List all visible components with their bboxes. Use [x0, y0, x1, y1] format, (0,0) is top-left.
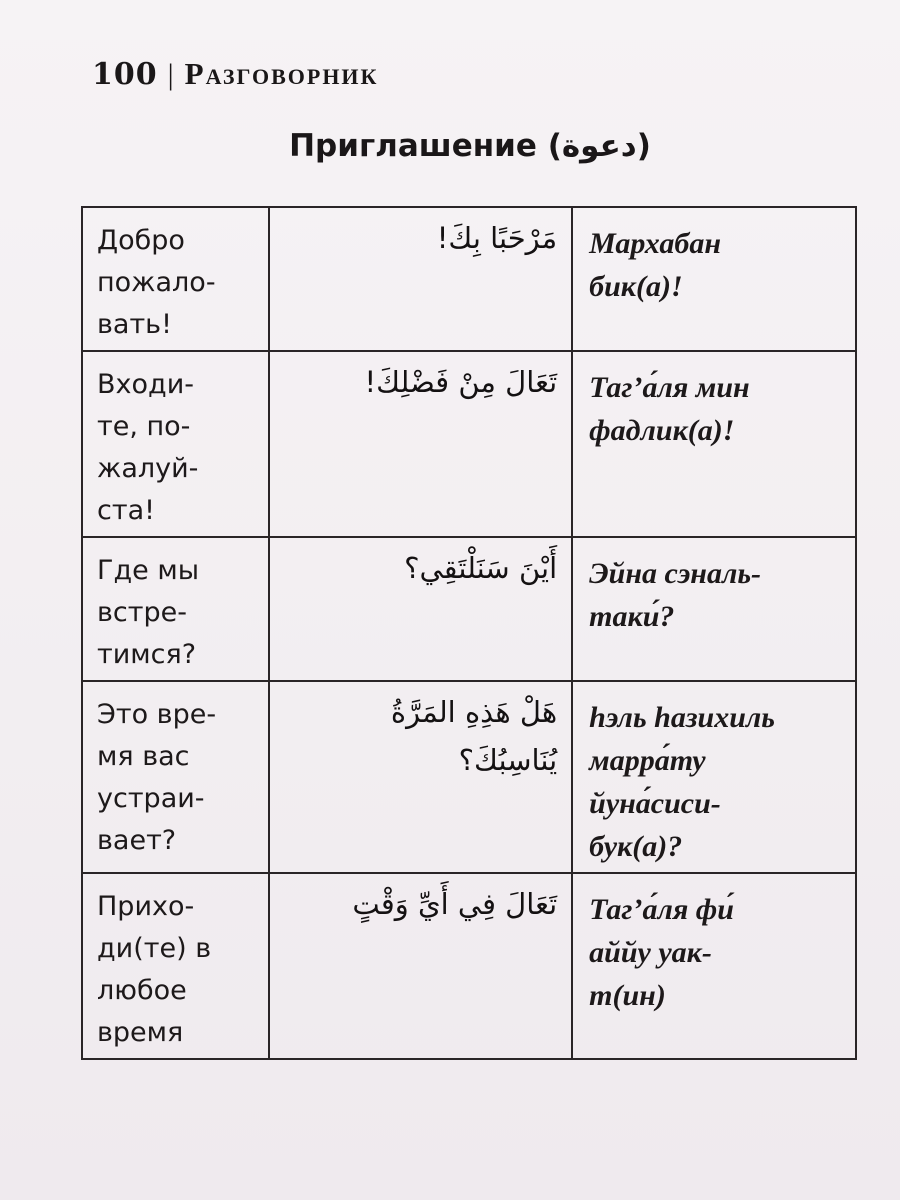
russian-line: любое [97, 975, 187, 1006]
section-title-ar: (دعوة) [547, 128, 651, 164]
russian-line: Это вре- [97, 699, 217, 730]
russian-line: жалуй- [97, 453, 199, 484]
phrase-table [81, 206, 857, 1060]
transliteration-cell [572, 873, 856, 1059]
section-title [0, 128, 900, 164]
arabic-cell [269, 873, 573, 1059]
arabic-line: أَيْنَ سَنَلْتَقِي؟ [404, 551, 558, 585]
arabic-cell [269, 351, 573, 537]
running-head [92, 56, 379, 92]
transliteration-line: бик(а)! [589, 270, 683, 303]
russian-line: те, по- [97, 411, 191, 442]
arabic-line: يُنَاسِبُكَ؟ [458, 743, 558, 777]
transliteration-line: Мархабан [589, 227, 722, 260]
table-row [82, 873, 856, 1059]
transliteration-line: таки́? [589, 600, 675, 633]
russian-line: Где мы [97, 555, 200, 586]
table-row [82, 207, 856, 351]
arabic-cell [269, 207, 573, 351]
russian-cell [82, 351, 269, 537]
transliteration-cell [572, 537, 856, 681]
russian-line: вать! [97, 309, 172, 340]
header-separator: | [167, 58, 175, 91]
transliteration-line: аййу уак- [589, 936, 712, 969]
russian-line: устраи- [97, 783, 205, 814]
russian-line: вает? [97, 825, 177, 856]
transliteration-cell [572, 681, 856, 873]
russian-line: встре- [97, 597, 187, 628]
transliteration-line: т(ин) [589, 979, 666, 1012]
book-title: Разговорник [184, 56, 379, 91]
transliteration-cell [572, 351, 856, 537]
transliteration-line: йуна́сиси- [589, 787, 721, 820]
russian-cell [82, 207, 269, 351]
transliteration-line: Таг’а́ля мин [589, 371, 750, 404]
page-number: 100 [92, 57, 158, 92]
arabic-line: هَلْ هَذِهِ المَرَّةُ [390, 695, 558, 729]
section-title-ru: Приглашение [289, 128, 537, 164]
transliteration-line: Эйна сэналь- [589, 557, 762, 590]
russian-line: ста! [97, 495, 155, 526]
russian-line: мя вас [97, 741, 190, 772]
arabic-line: تَعَالَ مِنْ فَضْلِكَ! [364, 365, 558, 399]
transliteration-line: бук(а)? [589, 830, 683, 863]
russian-line: тимся? [97, 639, 197, 670]
arabic-line: تَعَالَ فِي أَيِّ وَقْتٍ [352, 887, 558, 921]
transliteration-line: hэль hазихиль [589, 701, 776, 734]
transliteration-cell [572, 207, 856, 351]
russian-cell [82, 537, 269, 681]
russian-line: Прихо- [97, 891, 195, 922]
russian-cell [82, 681, 269, 873]
russian-line: пожало- [97, 267, 216, 298]
transliteration-line: марра́ту [589, 744, 706, 777]
transliteration-line: Таг’а́ля фи́ [589, 893, 734, 926]
arabic-cell [269, 537, 573, 681]
russian-line: ди(те) в [97, 933, 212, 964]
russian-cell [82, 873, 269, 1059]
russian-line: время [97, 1017, 184, 1048]
transliteration-line: фадлик(а)! [589, 414, 735, 447]
russian-line: Входи- [97, 369, 194, 400]
russian-line: Добро [97, 225, 185, 256]
table-row [82, 351, 856, 537]
table-row [82, 537, 856, 681]
arabic-cell [269, 681, 573, 873]
arabic-line: مَرْحَبًا بِكَ! [436, 221, 558, 255]
table-row [82, 681, 856, 873]
